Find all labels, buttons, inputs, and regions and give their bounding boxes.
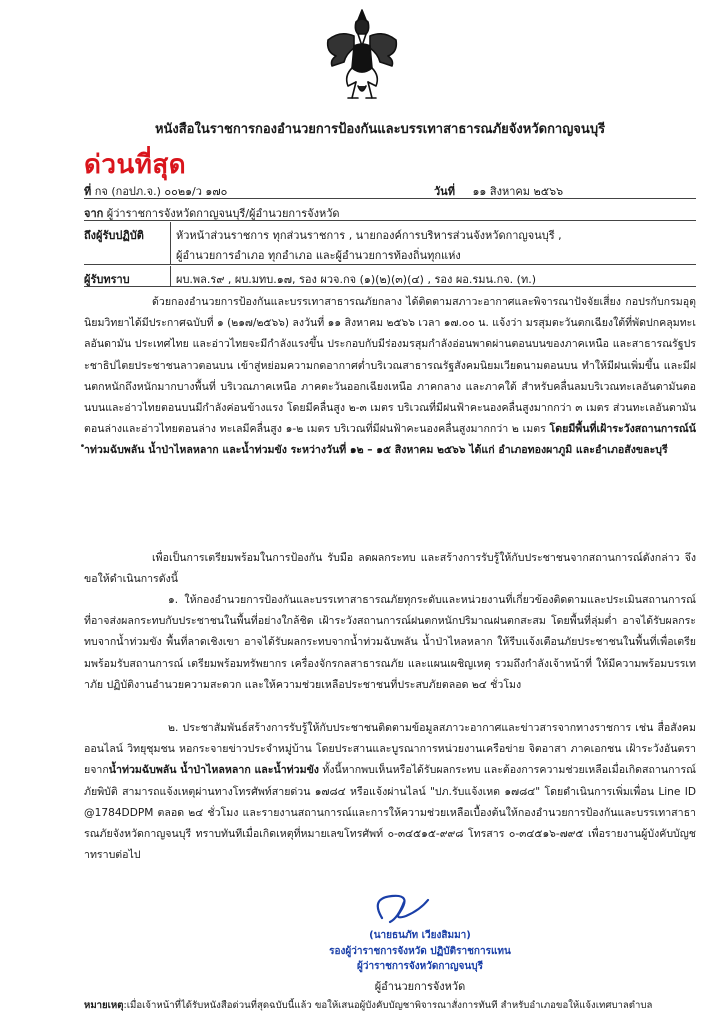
footnote xyxy=(84,998,712,1013)
urgency-label: ด่วนที่สุด xyxy=(84,150,187,180)
signatory-position: ผู้อำนวยการจังหวัด xyxy=(374,980,466,993)
divider xyxy=(84,220,696,221)
to-label-cell xyxy=(84,226,144,244)
document-date-value: ๑๑ สิงหาคม ๒๕๖๖ xyxy=(472,185,564,198)
footnote-label: หมายเหตุ xyxy=(84,1000,124,1011)
garuda-emblem-icon xyxy=(322,6,402,110)
to-value-line-2: ผู้อำนวยการอำเภอ ทุกอำเภอ และผู้อำนวยการท้องถิ่นทุกแห่ง xyxy=(176,249,461,262)
to-label: ถึงผู้รับปฏิบัติ xyxy=(84,229,144,242)
body-paragraph-4 xyxy=(84,718,696,866)
signatory-governor-title: ผู้ว่าราชการจังหวัดกาญจนบุรี xyxy=(357,961,483,972)
paragraph-4-text-a: ๒. ประชาสัมพันธ์สร้างการรับรู้ให้กับประชาชนติดตามข้อมูลสภาวะอากาศและข่าวสารจากทางราชการ เช่น สื่อสังคมออนไลน์ วิทยุชุมชน หอกระจายข่าวประจำหมู่บ้าน โดยประสานและบูรณาการหน่วยงานเครือข่าย จิตอาสา ภาคเอกชน เฝ้าระวังอันตรายจาก xyxy=(84,722,696,777)
divider xyxy=(170,222,171,264)
from-value: ผู้ว่าราชการจังหวัดกาญจนบุรี/ผู้อำนวยการจังหวัด xyxy=(106,207,340,220)
paragraph-3-text: ๑. ให้กองอำนวยการป้องกันและบรรเทาสาธารณภัยทุกระดับและหน่วยงานที่เกี่ยวข้องติดตามและประเมินสถานการณ์ที่อาจส่งผลกระทบกับประชาชนในพื้นที่อย่างใกล้ชิด เฝ้าระวังสถานการณ์ฝนตกหนักปริมาณฝนตกสะสม โดยพื้นที่ลุ่มต่ำ อาจได้รับผลกระทบจากน้ำท่วมขัง พื้นที่ลาดเชิงเขา อาจได้รับผลกระทบจากน้ำท่วมฉับพลัน น้ำป่าไหลหลาก ให้รีบแจ้งเตือนภัยประชาชนในพื้นที่เพื่อเตรียมพร้อมรับสถานการณ์ เตรียมพร้อมทรัพยากร เครื่องจักรกลสาธารณภัย และแผนเผชิญเหตุ รวมถึงกำลังเจ้าหน้าที่ ให้มีความพร้อมบรรเทาภัย ปฏิบัติงานอำนวยความสะดวก และให้ความช่วยเหลือประชาชนที่ประสบภัยตลอด ๒๔ ชั่วโมง xyxy=(84,594,696,691)
divider xyxy=(170,266,171,286)
agency-title: หนังสือในราชการกองอำนวยการป้องกันและบรรเทาสาธารณภัยจังหวัดกาญจนบุรี xyxy=(154,122,606,137)
divider xyxy=(84,286,696,287)
body-paragraph-3 xyxy=(84,590,696,696)
paragraph-4-text-b: ทั้งนี้หากพบเห็นหรือได้รับผลกระทบ และต้องการความช่วยเหลือเมื่อเกิดสถานการณ์ภัยพิบัติ สามารถแจ้งเหตุผ่านทางโทรศัพท์สายด่วน ๑๗๘๔ หรือแจ้งผ่านไลน์ "ปภ.รับแจ้งเหต ๑๗๘๔" โดยดำเนินการเพิ่มเพื่อน Line ID @1784DDPM ตลอด ๒๔ ชั่วโมง และรายงานสถานการณ์และการให้ความช่วยเหลือเบื้องต้นให้กองอำนวยการป้องกันและบรรเทาสาธารณภัยจังหวัดกาญจนบุรี ทราบทันทีเมื่อเกิดเหตุที่หมายเลขโทรศัพท์ ๐-๓๔๕๑๕-๙๙๘ โทรสาร ๐-๓๔๕๑๖-๗๙๕ เพื่อรายงานผู้บังคับบัญชาทราบต่อไป xyxy=(84,764,696,862)
cc-value: ผบ.พล.ร๙ , ผบ.มทบ.๑๗, รอง ผวจ.กจ (๑)(๒)(๓)(๔) , รอง ผอ.รมน.กจ. (ท.) xyxy=(176,273,537,286)
divider xyxy=(84,264,696,265)
signatory-name: (นายธนภัท เวียงสิมมา) xyxy=(369,930,471,941)
footnote-text: :เมื่อเจ้าหน้าที่ได้รับหนังสือด่วนที่สุดฉบับนี้แล้ว ขอให้เสนอผู้บังคับบัญชาพิจารณาสั่งการทันที สำหรับอำเภอขอให้แจ้งเทศบาลตำบล xyxy=(123,1000,653,1011)
cc-label: ผู้รับทราบ xyxy=(84,273,130,286)
body-paragraph-2 xyxy=(84,548,696,590)
document-number-label: ที่ xyxy=(84,185,92,198)
paragraph-1-bold: โดยมีพื้นที่เฝ้าระวังสถานการณ์น้ำท่วมฉับพลัน น้ำป่าไหลหลาก และน้ำท่วมขัง ระหว่างวันที่ ๑๒ – ๑๕ สิงหาคม ๒๕๖๖ ได้แก่ อำเภอทองผาภูมิ และอำเภอสังขละบุรี xyxy=(84,423,696,457)
signatory-acting-title: รองผู้ว่าราชการจังหวัด ปฏิบัติราชการแทน xyxy=(329,946,511,957)
handwritten-signature-icon xyxy=(300,888,520,928)
paragraph-4-bold: น้ำท่วมฉับพลัน น้ำป่าไหลหลาก และน้ำท่วมขัง xyxy=(108,764,319,777)
divider xyxy=(84,198,696,199)
paragraph-2-text: เพื่อเป็นการเตรียมพร้อมในการป้องกัน รับมือ ลดผลกระทบ และสร้างการรับรู้ให้กับประชาชนจากสถานการณ์ดังกล่าว จึงขอให้ดำเนินการดังนี้ xyxy=(84,552,696,586)
document-number-value: กจ (กอปภ.จ.) ๐๐๒๑/ว ๑๗๐ xyxy=(94,185,228,198)
document-date-label: วันที่ xyxy=(434,185,455,198)
from-label: จาก xyxy=(84,207,104,220)
paragraph-1-text: ด้วยกองอำนวยการป้องกันและบรรเทาสาธารณภัยกลาง ได้ติดตามสภาวะอากาศและพิจารณาปัจจัยเสี่ยง กอปรกับกรมอุตุนิยมวิทยาได้มีประกาศฉบับที่ ๑ (๒๑๗/๒๕๖๖) ลงวันที่ ๑๑ สิงหาคม ๒๕๖๖ เวลา ๑๗.๐๐ น. แจ้งว่า มรสุมตะวันตกเฉียงใต้ที่พัดปกคลุมทะเลอันดามัน ประเทศไทย และอ่าวไทยจะมีกำลังแรงขึ้น ประกอบกับมีร่องมรสุมกำลังอ่อนพาดผ่านตอนบนของภาคเหนือ และสาธารณรัฐประชาธิปไตยประชาชนลาวตอนบน เข้าสู่หย่อมความกดอากาศต่ำบริเวณสาธารณรัฐสังคมนิยมเวียดนามตอนบน ทำให้มีฝนเพิ่มขึ้น และมีฝนตกหนักถึงหนักมากบางพื้นที่ บริเวณภาคเหนือ ภาคตะวันออกเฉียงเหนือ ภาคกลาง และภาคใต้ สำหรับคลื่นลมบริเวณทะเลอันดามันตอนบนและอ่าวไทยตอนบนมีกำลังค่อนข้างแรง โดยมีคลื่นสูง ๒-๓ เมตร บริเวณที่มีฝนฟ้าคะนองคลื่นสูงมากกว่า ๓ เมตร ส่วนทะเลอันดามันตอนล่างและอ่าวไทยตอนล่าง ทะเลมีคลื่นสูง ๑-๒ เมตร บริเวณที่มีฝนฟ้าคะนองคลื่นสูงมากกว่า ๒ เมตร xyxy=(84,296,696,436)
body-paragraph-1 xyxy=(84,292,696,462)
to-value-line-1: หัวหน้าส่วนราชการ ทุกส่วนราชการ , นายกองค์การบริหารส่วนจังหวัดกาญจนบุรี , xyxy=(176,229,562,242)
